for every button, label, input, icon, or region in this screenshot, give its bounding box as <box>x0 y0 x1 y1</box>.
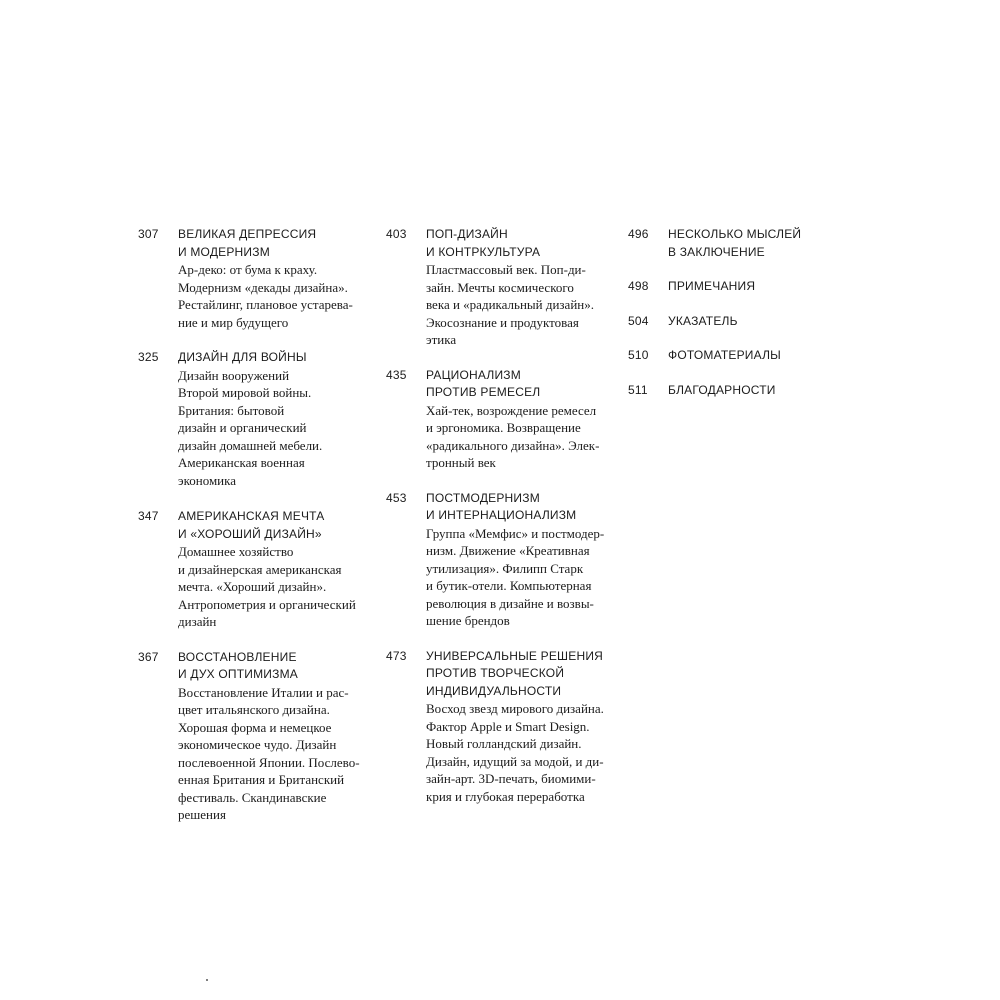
chapter-description-line: Пластмассовый век. Поп-ди- <box>426 262 586 277</box>
chapter-description-line: Хорошая форма и немецкое <box>178 719 332 735</box>
chapter-description <box>426 402 618 472</box>
chapter-description-line: мечта. «Хороший дизайн». <box>178 579 327 594</box>
toc-entry <box>628 313 828 331</box>
page-number: 498 <box>628 279 649 293</box>
chapter-title <box>426 367 618 402</box>
chapter-description <box>426 525 618 630</box>
toc-entry <box>628 278 828 296</box>
toc-entry <box>138 508 373 631</box>
chapter-description-line: Дизайн, идущий за модой, и ди- <box>426 753 604 769</box>
page-number: 325 <box>138 350 159 364</box>
chapter-description-line: этика <box>426 332 457 347</box>
chapter-title-line: ПОП-ДИЗАЙН <box>426 227 508 241</box>
chapter-description <box>426 700 618 805</box>
page-number: 347 <box>138 509 159 523</box>
chapter-title <box>668 226 828 261</box>
toc-column-2 <box>386 226 618 823</box>
toc-entry <box>138 649 373 824</box>
chapter-title-line: И ДУХ ОПТИМИЗМА <box>178 667 298 681</box>
chapter-description-line: Антропометрия и органический <box>178 596 356 612</box>
chapter-description-line: дизайн и органический <box>178 420 307 435</box>
chapter-description-line: и дизайнерская американская <box>178 561 342 577</box>
page-number: 307 <box>138 227 159 241</box>
chapter-description <box>178 543 373 631</box>
chapter-description-line: фестиваль. Скандинавские <box>178 789 327 805</box>
chapter-description-line: экономическое чудо. Дизайн <box>178 737 337 752</box>
chapter-title-line: НЕСКОЛЬКО МЫСЛЕЙ <box>668 227 802 241</box>
toc-entry <box>138 349 373 489</box>
chapter-title-line: И «ХОРОШИЙ ДИЗАЙН» <box>178 526 322 541</box>
chapter-description-line: крия и глубокая переработка <box>426 788 585 804</box>
chapter-description-line: послевоенной Японии. Послево- <box>178 754 360 770</box>
chapter-description-line: Рестайлинг, плановое устарева- <box>178 297 353 312</box>
chapter-description-line: Хай-тек, возрождение ремесел <box>426 402 597 418</box>
chapter-description-line: революция в дизайне и возвы- <box>426 595 594 611</box>
chapter-description <box>178 684 373 824</box>
chapter-title <box>178 649 373 684</box>
chapter-description-line: Восстановление Италии и рас- <box>178 684 349 700</box>
chapter-title <box>178 349 373 367</box>
chapter-description-line: Американская военная <box>178 455 305 470</box>
chapter-title-line: В ЗАКЛЮЧЕНИЕ <box>668 244 765 259</box>
chapter-title-line: ФОТОМАТЕРИАЛЫ <box>668 348 781 362</box>
chapter-description-line: дизайн домашней мебели. <box>178 437 323 453</box>
chapter-description-line: Ар-деко: от бума к краху. <box>178 262 318 277</box>
page-number: 496 <box>628 227 649 241</box>
chapter-title-line: ДИЗАЙН ДЛЯ ВОЙНЫ <box>178 350 307 364</box>
chapter-description-line: шение брендов <box>426 613 510 628</box>
toc-column-1 <box>138 226 373 842</box>
page-number: 403 <box>386 227 407 241</box>
chapter-description-line: экономика <box>178 472 237 488</box>
chapter-title <box>426 648 618 701</box>
chapter-title <box>426 226 618 261</box>
page-number: 510 <box>628 348 649 362</box>
chapter-title-line: И МОДЕРНИЗМ <box>178 244 270 259</box>
chapter-title-line: ПРОТИВ РЕМЕСЕЛ <box>426 385 541 399</box>
chapter-description-line: Дизайн вооружений <box>178 367 290 383</box>
toc-entry <box>386 367 618 472</box>
chapter-title <box>668 382 828 400</box>
chapter-title-line: ВОССТАНОВЛЕНИЕ <box>178 649 297 664</box>
page-number: 367 <box>138 649 159 664</box>
chapter-title <box>178 226 373 261</box>
toc-entry <box>386 648 618 806</box>
chapter-description-line: и бутик-отели. Компьютерная <box>426 578 592 593</box>
chapter-description-line: Восход звезд мирового дизайна. <box>426 701 604 716</box>
chapter-title-line: ПОСТМОДЕРНИЗМ <box>426 490 540 505</box>
page-number: 435 <box>386 367 407 382</box>
toc-entry <box>386 226 618 349</box>
chapter-title <box>426 490 618 525</box>
toc-entry <box>138 226 373 331</box>
chapter-description-line: ние и мир будущего <box>178 314 289 330</box>
chapter-description-line: Экосознание и продуктовая <box>426 314 579 330</box>
chapter-description-line: тронный век <box>426 455 496 470</box>
chapter-description-line: века и «радикальный дизайн». <box>426 297 594 312</box>
chapter-description-line: Модернизм «декады дизайна». <box>178 279 348 295</box>
chapter-title <box>668 313 828 331</box>
chapter-title-line: ИНДИВИДУАЛЬНОСТИ <box>426 683 562 698</box>
chapter-description-line: Домашнее хозяйство <box>178 544 294 559</box>
chapter-description-line: Фактор Apple и Smart Design. <box>426 718 590 734</box>
chapter-title-line: ПРОТИВ ТВОРЧЕСКОЙ <box>426 666 565 680</box>
chapter-title-line: ВЕЛИКАЯ ДЕПРЕССИЯ <box>178 227 317 241</box>
chapter-title-line: УНИВЕРСАЛЬНЫЕ РЕШЕНИЯ <box>426 648 604 663</box>
chapter-title <box>668 278 828 296</box>
page-number: 453 <box>386 490 407 505</box>
chapter-title-line: БЛАГОДАРНОСТИ <box>668 382 776 397</box>
chapter-title-line: РАЦИОНАЛИЗМ <box>426 367 521 382</box>
chapter-description-line: зайн. Мечты космического <box>426 279 574 295</box>
print-speck <box>206 979 208 981</box>
page-number: 504 <box>628 313 649 328</box>
chapter-description-line: дизайн <box>178 614 217 629</box>
chapter-description <box>178 367 373 490</box>
chapter-description-line: енная Британия и Британский <box>178 772 345 787</box>
chapter-description-line: Британия: бытовой <box>178 402 285 418</box>
chapter-title-line: УКАЗАТЕЛЬ <box>668 313 738 328</box>
chapter-title-line: И ИНТЕРНАЦИОНАЛИЗМ <box>426 508 577 522</box>
toc-column-3 <box>628 226 828 416</box>
chapter-description-line: «радикального дизайна». Элек- <box>426 437 600 453</box>
chapter-title-line: И КОНТРКУЛЬТУРА <box>426 244 541 259</box>
chapter-title <box>668 347 828 365</box>
chapter-title-line: ПРИМЕЧАНИЯ <box>668 279 756 293</box>
page-number: 473 <box>386 648 407 663</box>
toc-entry <box>628 226 828 261</box>
chapter-description-line: Новый голландский дизайн. <box>426 736 582 751</box>
chapter-description-line: низм. Движение «Креативная <box>426 543 590 558</box>
chapter-title-line: АМЕРИКАНСКАЯ МЕЧТА <box>178 509 325 523</box>
chapter-description-line: зайн-арт. 3D-печать, биомими- <box>426 771 596 786</box>
chapter-description-line: решения <box>178 807 226 822</box>
chapter-description-line: Второй мировой войны. <box>178 385 312 400</box>
toc-entry <box>386 490 618 630</box>
chapter-description-line: цвет итальянского дизайна. <box>178 702 330 717</box>
toc-entry <box>628 382 828 400</box>
chapter-description <box>426 261 618 349</box>
chapter-description <box>178 261 373 331</box>
page-number: 511 <box>628 382 648 397</box>
chapter-description-line: и эргономика. Возвращение <box>426 420 581 435</box>
chapter-title <box>178 508 373 543</box>
chapter-description-line: Группа «Мемфис» и постмодер- <box>426 525 605 541</box>
chapter-description-line: утилизация». Филипп Старк <box>426 560 584 576</box>
toc-entry <box>628 347 828 365</box>
